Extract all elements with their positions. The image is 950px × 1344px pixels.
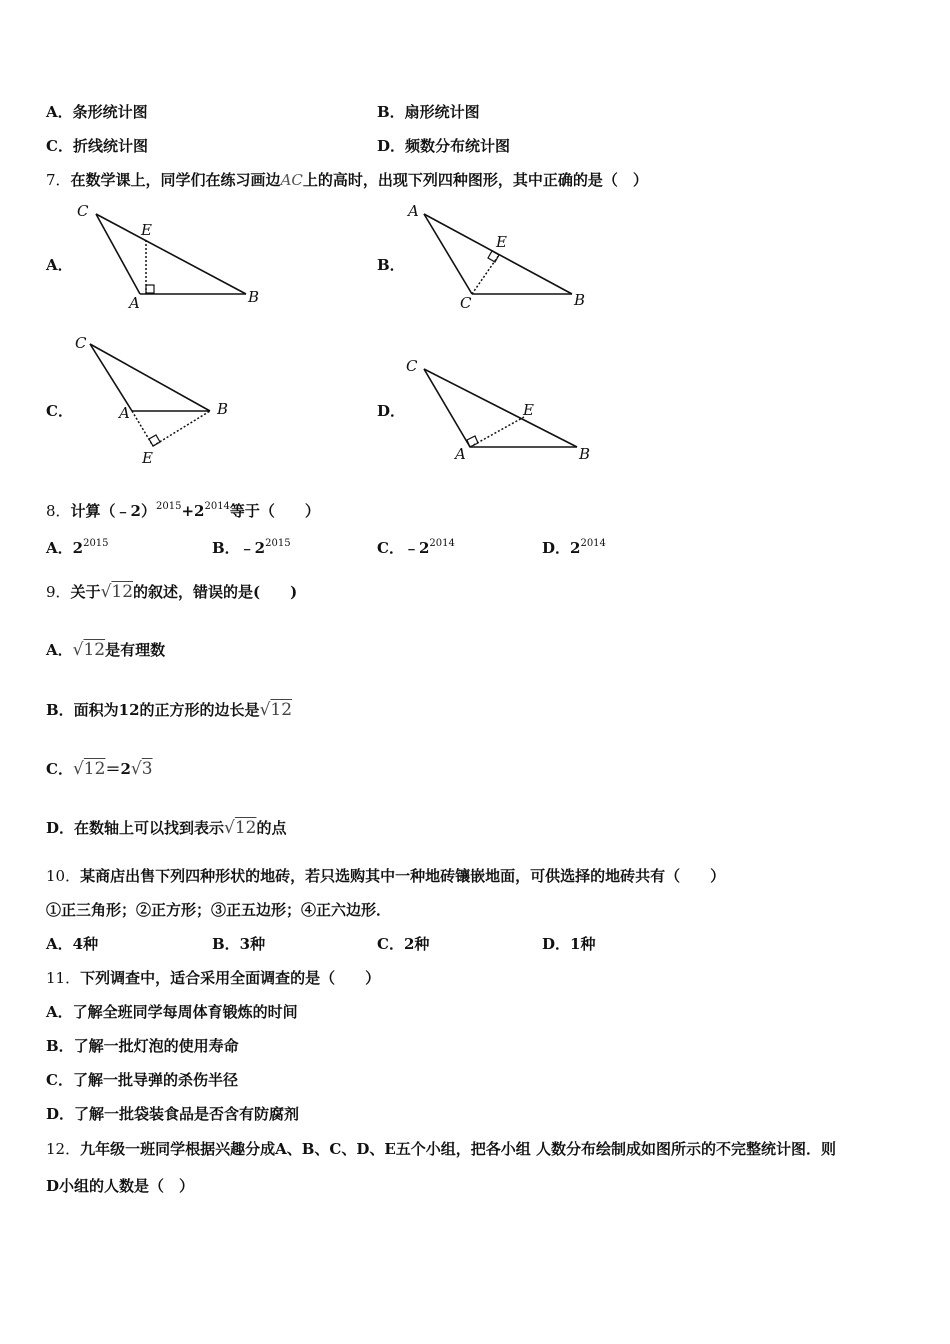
q11-option-c: C．了解一批导弹的杀伤半径	[46, 1071, 238, 1089]
fig-a-label-e: E	[141, 221, 152, 239]
q9-option-c-radicand2: 3	[141, 759, 153, 779]
q7-label-a: A．	[46, 256, 73, 274]
fig-b-altitude	[472, 255, 499, 294]
q9-stem-pre: 关于	[70, 583, 101, 601]
q8-exp1: 2015	[156, 501, 182, 512]
q12-stem-line1: 九年级一班同学根据兴趣分成A、B、C、D、E五个小组，把各小组 人数分布绘制成如图所示的不完整统计图．则	[80, 1140, 837, 1158]
fig-d-label-e: E	[523, 401, 534, 419]
fig-b-label-a: A	[408, 202, 419, 220]
q9-option-c-sqrt3: √3	[130, 759, 153, 779]
q8-number: 8．	[46, 502, 71, 520]
q8-stem	[46, 497, 320, 521]
q6-option-b: B．扇形统计图	[377, 103, 480, 121]
q9-option-b-text: B．面积为12的正方形的边长是	[46, 701, 260, 719]
q11-option-a: A．了解全班同学每周体育锻炼的时间	[46, 1003, 298, 1021]
q11-option-b: B．了解一批灯泡的使用寿命	[46, 1037, 239, 1055]
q8-stem-c: 等于（ ）	[229, 502, 320, 520]
q9-option-a-sqrt: √12	[72, 640, 106, 660]
q9-stem-post: 的叙述，错误的是( )	[133, 583, 298, 601]
fig-b-label-b: B	[574, 291, 586, 309]
q12-stem	[46, 1139, 836, 1159]
q9-option-c	[46, 759, 153, 779]
q12-number: 12．	[46, 1140, 81, 1158]
q7-figure-d	[400, 345, 600, 465]
fig-a-label-a: A	[129, 294, 140, 312]
q8-option-d-text: D．2	[542, 539, 581, 557]
q9-option-a-text: 是有理数	[105, 641, 166, 659]
q8-stem-b: +2	[181, 502, 205, 520]
fig-c-altitude	[153, 411, 210, 446]
q8-option-b-exp: 2015	[265, 538, 291, 549]
q8-exp2: 2014	[204, 501, 230, 512]
q7-figure-a	[70, 200, 270, 315]
q7-number: 7．	[46, 171, 71, 189]
q8-option-d-exp: 2014	[580, 538, 606, 549]
q8-option-b-text: B．﹣2	[212, 539, 266, 557]
fig-c-side-cb	[90, 344, 210, 411]
q9-option-a-label: A．	[46, 641, 73, 659]
fig-a-label-c: C	[77, 202, 89, 220]
q9-option-c-sqrt: √12	[72, 759, 106, 779]
q10-option-d: D．1种	[542, 935, 596, 953]
fig-b-label-e: E	[496, 233, 507, 251]
fig-a-right-angle	[146, 285, 154, 293]
q8-option-b	[212, 534, 291, 558]
q10-number: 10．	[46, 867, 81, 885]
q9-stem	[46, 582, 297, 602]
fig-c-side-ca	[90, 344, 132, 411]
q9-option-b-radicand: 12	[270, 700, 293, 720]
q9-option-d	[46, 818, 287, 838]
fig-d-label-c: C	[406, 357, 418, 375]
q8-option-c	[377, 534, 455, 558]
q10-option-a: A．4种	[46, 935, 99, 953]
q7-label-d: D．	[377, 402, 406, 420]
q9-option-c-label: C．	[46, 760, 73, 778]
q6-option-d: D．频数分布统计图	[377, 137, 511, 155]
q8-option-c-exp: 2014	[429, 538, 455, 549]
q8-option-d	[542, 534, 606, 558]
fig-c-label-c: C	[75, 334, 87, 352]
q11-number: 11．	[46, 969, 81, 987]
fig-d-right-angle	[467, 436, 478, 447]
q7-stem	[46, 170, 648, 190]
q7-stem-pre: 在数学课上，同学们在练习画边	[70, 171, 281, 189]
q7-segment-ac: AC	[280, 171, 303, 189]
q9-option-d-sqrt: √12	[224, 818, 257, 838]
q9-option-b	[46, 700, 292, 720]
q7-label-c: C．	[46, 402, 73, 420]
q6-option-c: C．折线统计图	[46, 137, 148, 155]
q9-option-d-radicand: 12	[234, 818, 257, 838]
q9-sqrt: √12	[100, 582, 134, 602]
q11-stem-text: 下列调查中，适合采用全面调查的是（ ）	[80, 969, 381, 987]
q11-option-d: D．了解一批袋装食品是否含有防腐剂	[46, 1105, 300, 1123]
q7-figure-c	[70, 330, 270, 470]
q9-option-d-text: D．在数轴上可以找到表示	[46, 819, 225, 837]
q11-stem	[46, 968, 380, 988]
fig-b-label-c: C	[460, 294, 472, 312]
q7-stem-post: 上的高时，出现下列四种图形，其中正确的是（ ）	[302, 171, 648, 189]
q9-option-d-text-post: 的点	[256, 819, 287, 837]
fig-a-label-b: B	[248, 288, 260, 306]
q10-stem	[46, 866, 725, 886]
q8-stem-a: 计算（﹣2）	[70, 502, 156, 520]
q7-label-b: B．	[377, 256, 405, 274]
q10-option-b: B．3种	[212, 935, 266, 953]
q10-list: ①正三角形；②正方形；③正五边形；④正六边形．	[46, 901, 392, 919]
q9-option-a-radicand: 12	[83, 640, 106, 660]
fig-c-label-b: B	[217, 400, 229, 418]
q9-option-a	[46, 640, 165, 660]
q12-stem-line2: D小组的人数是（ ）	[46, 1177, 195, 1195]
fig-c-label-a: A	[119, 404, 130, 422]
fig-c-label-e: E	[142, 449, 153, 467]
fig-b-side-ac	[424, 214, 472, 294]
q6-option-a: A．条形统计图	[46, 103, 148, 121]
q9-number: 9．	[46, 583, 71, 601]
q9-option-c-equals: ＝2	[105, 760, 131, 778]
q9-radicand: 12	[111, 582, 134, 602]
q8-option-a-text: A．2	[46, 539, 84, 557]
q10-option-c: C．2种	[377, 935, 430, 953]
q8-option-a	[46, 534, 109, 558]
fig-d-label-b: B	[579, 445, 591, 463]
q9-option-b-sqrt: √12	[259, 700, 293, 720]
q9-option-c-radicand: 12	[83, 759, 106, 779]
q8-option-a-exp: 2015	[83, 538, 109, 549]
q7-figure-b	[400, 200, 600, 315]
fig-d-label-a: A	[455, 445, 466, 463]
q8-option-c-text: C．﹣2	[377, 539, 430, 557]
q10-stem-text: 某商店出售下列四种形状的地砖，若只选购其中一种地砖镶嵌地面，可供选择的地砖共有（ ）	[80, 867, 726, 885]
fig-c-right-angle	[149, 435, 160, 446]
